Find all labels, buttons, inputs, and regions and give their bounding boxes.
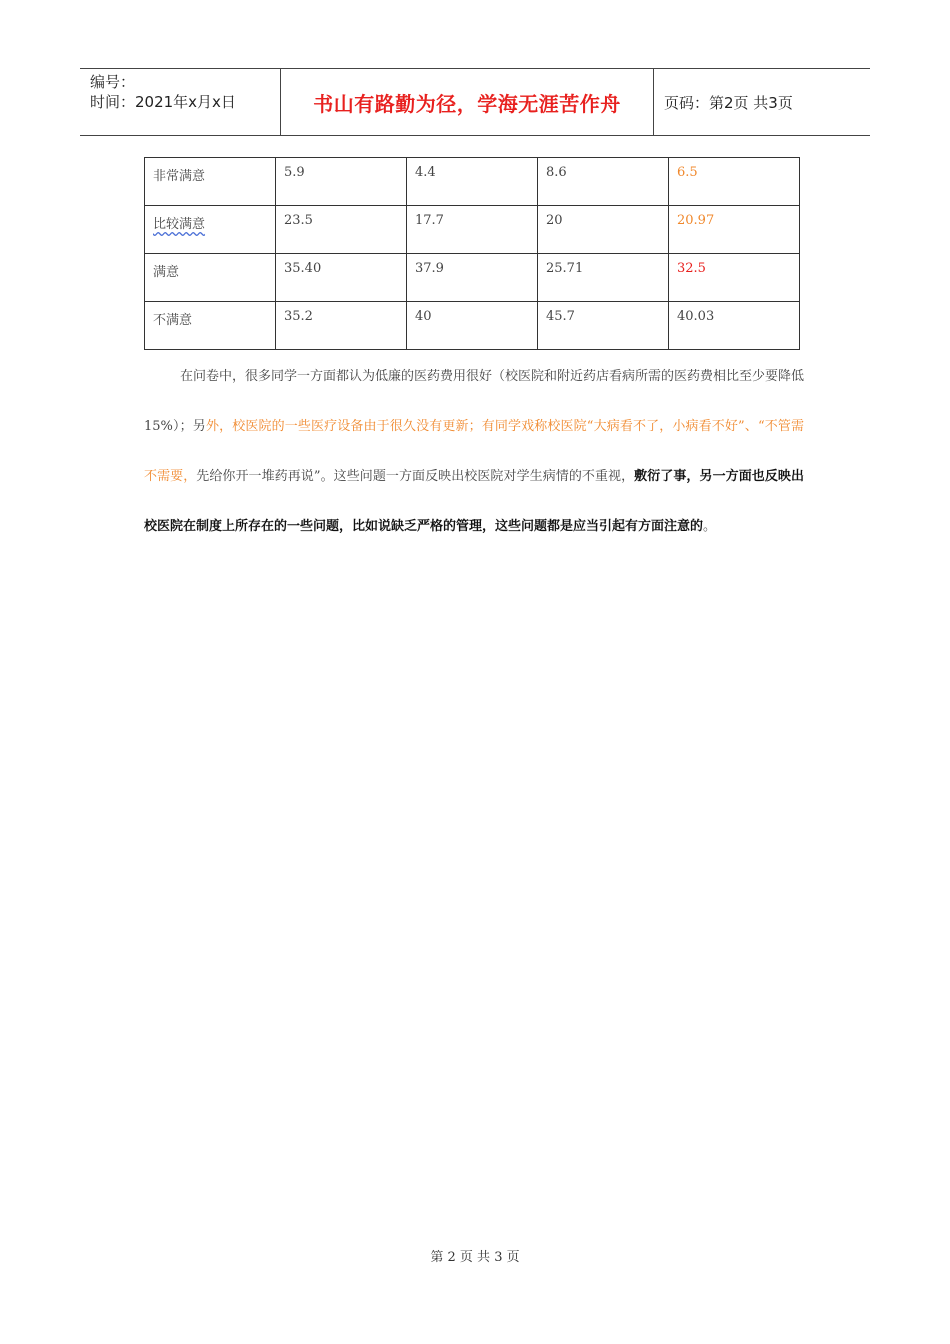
body-paragraph <box>144 352 804 552</box>
row-label: 不满意 <box>145 302 276 350</box>
table-row <box>145 302 800 350</box>
table-cell: 6.5 <box>669 158 800 206</box>
table-cell: 35.40 <box>276 254 407 302</box>
document-time-label: 时间：2021年x月x日 <box>90 93 236 111</box>
paragraph-text: 。 <box>703 519 717 534</box>
paragraph-bold: 敷衍了事，另一方面也反映出校医院在制度上所存在的一些问题，比如说缺乏严格的管理，这些问题都是应当引起有方面注意的 <box>144 469 804 534</box>
table-cell: 25.71 <box>538 254 669 302</box>
table-row <box>145 206 800 254</box>
row-label: 非常满意 <box>145 158 276 206</box>
table-cell: 20.97 <box>669 206 800 254</box>
header-page-info: 页码：第2页 共3页 <box>664 93 793 112</box>
table-cell: 8.6 <box>538 158 669 206</box>
table-cell: 40.03 <box>669 302 800 350</box>
header-motto: 书山有路勤为径，学海无涯苦作舟 <box>281 69 654 135</box>
header-meta <box>80 69 281 135</box>
document-number-label: 编号： <box>90 73 136 91</box>
table-cell: 17.7 <box>407 206 538 254</box>
page-footer: 第 2 页 共 3 页 <box>430 1250 520 1265</box>
row-label: 满意 <box>145 254 276 302</box>
table-row <box>145 158 800 206</box>
paragraph-text: 在问卷中，很多同学一方面都认为低廉的医药费用很好（校医院和附近药店看病所需的医药费相比至少要降低15%）；另 <box>144 369 805 434</box>
row-label <box>145 206 276 254</box>
table-cell: 40 <box>407 302 538 350</box>
table-row <box>145 254 800 302</box>
satisfaction-table <box>144 157 800 350</box>
table-cell: 37.9 <box>407 254 538 302</box>
table-cell: 45.7 <box>538 302 669 350</box>
paragraph-highlight: 外，校医院的一些医疗设备由于很久没有更新；有同学戏称校医院“大病看不了，小病看不好”、“不管需不需要， <box>144 419 804 484</box>
row-label-text: 比较满意 <box>153 217 206 232</box>
table-cell: 23.5 <box>276 206 407 254</box>
page-header <box>80 68 870 136</box>
table-cell: 32.5 <box>669 254 800 302</box>
table-cell: 35.2 <box>276 302 407 350</box>
paragraph-text: 先给你开一堆药再说”。这些问题一方面反映出校医院对学生病情的不重视， <box>196 469 635 484</box>
table-cell: 20 <box>538 206 669 254</box>
table-cell: 4.4 <box>407 158 538 206</box>
table-cell: 5.9 <box>276 158 407 206</box>
